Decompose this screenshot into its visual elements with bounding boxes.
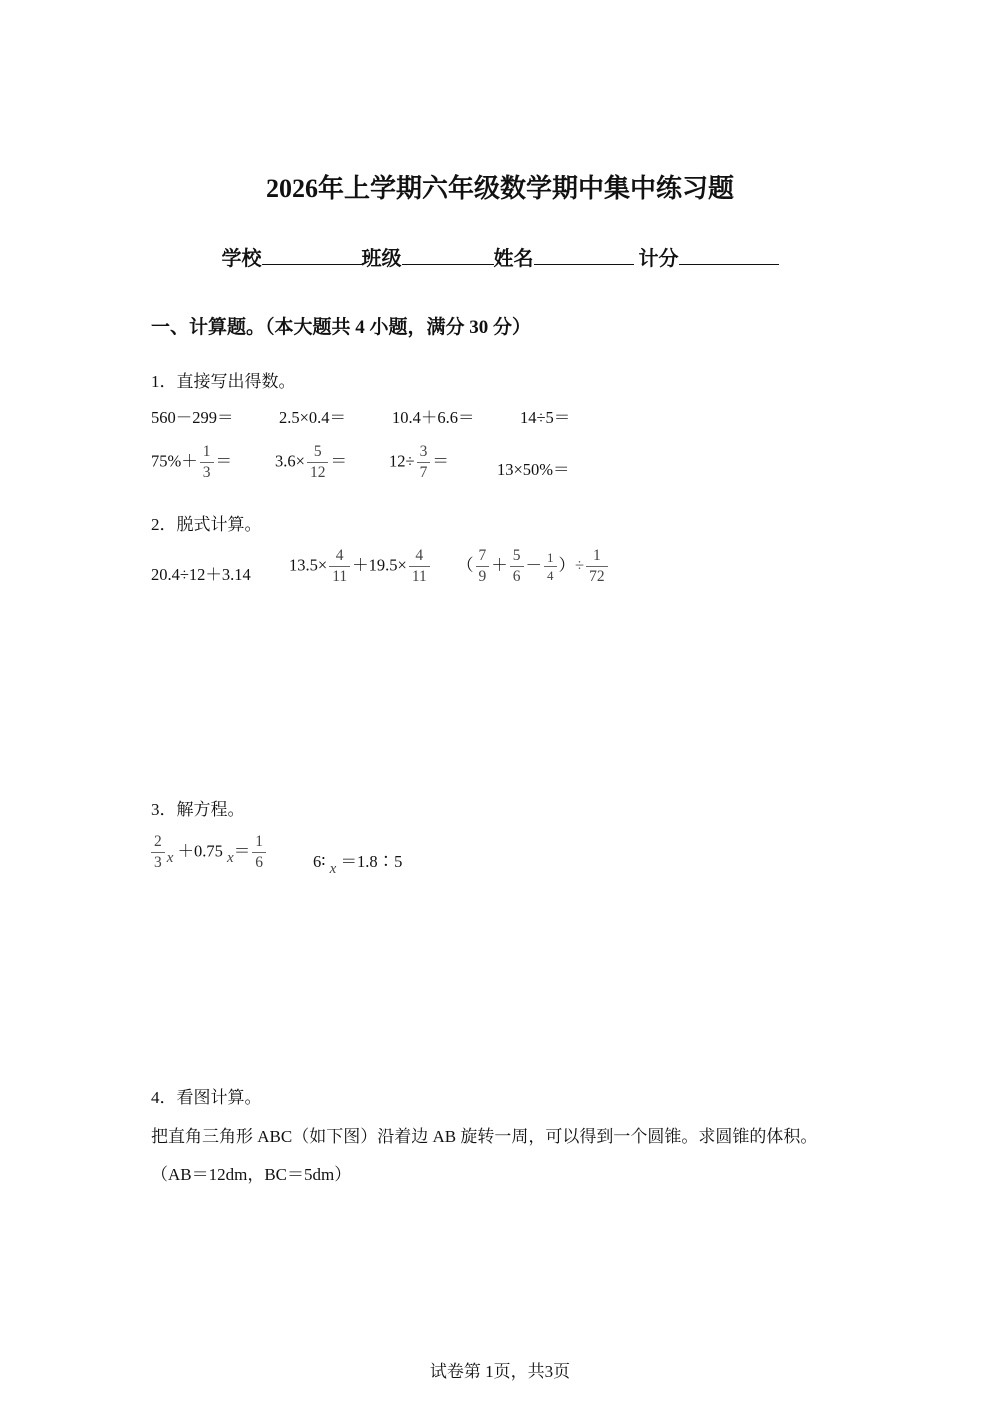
numerator: 4 <box>415 547 424 564</box>
expr-text: ＝ <box>215 451 232 471</box>
fraction <box>586 546 608 587</box>
numerator: 1 <box>255 833 263 850</box>
denominator: 11 <box>409 566 430 587</box>
expr-text: ＝ <box>432 451 449 471</box>
expr-text: ÷ <box>575 555 585 575</box>
numerator: 1 <box>202 443 211 460</box>
page-title: 2026年上学期六年级数学期中集中练习题 <box>265 174 734 203</box>
q1-expr-4: 14÷5＝ <box>520 408 571 427</box>
fraction <box>329 546 350 587</box>
fraction <box>510 546 524 587</box>
expr-text: ） <box>558 555 575 575</box>
expr-text: ＝ <box>233 841 251 861</box>
fraction <box>544 549 557 584</box>
fraction <box>476 546 490 587</box>
expr-text: （ <box>457 555 474 575</box>
student-info-line <box>0 242 1000 271</box>
expr-text: ＋0.75 <box>177 841 223 861</box>
expr-text: ＝1.8∶5 <box>340 852 403 871</box>
q2-expr-3 <box>457 546 610 587</box>
variable-x: x <box>166 850 174 867</box>
expr-text: ＋19.5× <box>352 555 407 575</box>
fraction <box>151 832 165 873</box>
variable-x: x <box>329 861 337 877</box>
expr-text: ＝ <box>330 451 347 471</box>
page-footer: 试卷第 1页，共3页 <box>429 1362 571 1381</box>
numerator: 2 <box>154 833 162 850</box>
denominator: 6 <box>252 852 266 873</box>
numerator: 1 <box>547 550 554 565</box>
numerator: 3 <box>419 443 428 460</box>
numerator: 7 <box>478 547 487 564</box>
q3-equation-1 <box>149 832 268 873</box>
expr-text: 12÷ <box>389 451 415 471</box>
question-1-label: 1．直接写出得数。 <box>151 372 296 391</box>
expr-text: 75%＋ <box>151 451 198 471</box>
expr-text: 6∶ <box>313 852 326 871</box>
fraction <box>307 442 329 483</box>
class-label: 班级 <box>361 248 402 270</box>
q4-text-1: 把直角三角形 ABC（如下图）沿着边 AB 旋转一周，可以得到一个圆锥。求圆锥的体积。 <box>151 1127 818 1146</box>
denominator: 9 <box>476 566 490 587</box>
fraction <box>417 442 431 483</box>
score-blank <box>679 242 779 265</box>
q1-expr-3: 10.4＋6.6＝ <box>392 408 475 427</box>
denominator: 72 <box>586 566 608 587</box>
fraction <box>252 832 266 873</box>
question-2-label: 2．脱式计算。 <box>151 515 262 534</box>
score-label: 计分 <box>638 248 679 270</box>
expr-text: － <box>525 555 542 575</box>
denominator: 4 <box>544 566 557 584</box>
denominator: 12 <box>307 462 329 483</box>
name-label: 姓名 <box>493 248 534 270</box>
numerator: 4 <box>335 547 344 564</box>
variable-x: x <box>227 850 234 867</box>
expr-text: 3.6× <box>275 451 305 471</box>
q1-expr-7 <box>389 442 449 483</box>
question-3-label: 3．解方程。 <box>151 800 245 819</box>
numerator: 1 <box>592 547 601 564</box>
q3-equation-2 <box>313 848 403 877</box>
denominator: 7 <box>417 462 431 483</box>
fraction <box>409 546 430 587</box>
denominator: 6 <box>510 566 524 587</box>
denominator: 3 <box>200 462 214 483</box>
denominator: 3 <box>151 852 165 873</box>
q1-expr-8: 13×50%＝ <box>497 460 570 479</box>
expr-text: 13.5× <box>289 555 328 575</box>
denominator: 11 <box>329 566 350 587</box>
numerator: 5 <box>313 443 322 460</box>
q1-expr-6 <box>275 442 347 483</box>
q1-expr-1: 560－299＝ <box>151 408 234 427</box>
q2-expr-1: 20.4÷12＋3.14 <box>151 565 251 584</box>
q2-expr-2 <box>289 546 432 587</box>
q4-text-2: （AB＝12dm，BC＝5dm） <box>151 1165 352 1184</box>
q1-expr-5 <box>151 442 232 483</box>
school-blank <box>262 242 362 265</box>
name-blank <box>534 242 634 265</box>
section-heading: 一、计算题。（本大题共 4 小题，满分 30 分） <box>151 317 532 338</box>
fraction <box>200 442 214 483</box>
numerator: 5 <box>512 547 521 564</box>
class-blank <box>402 242 494 265</box>
school-label: 学校 <box>221 248 262 270</box>
q1-expr-2: 2.5×0.4＝ <box>279 408 347 427</box>
expr-text: ＋ <box>491 555 508 575</box>
question-4-label: 4．看图计算。 <box>151 1088 262 1107</box>
